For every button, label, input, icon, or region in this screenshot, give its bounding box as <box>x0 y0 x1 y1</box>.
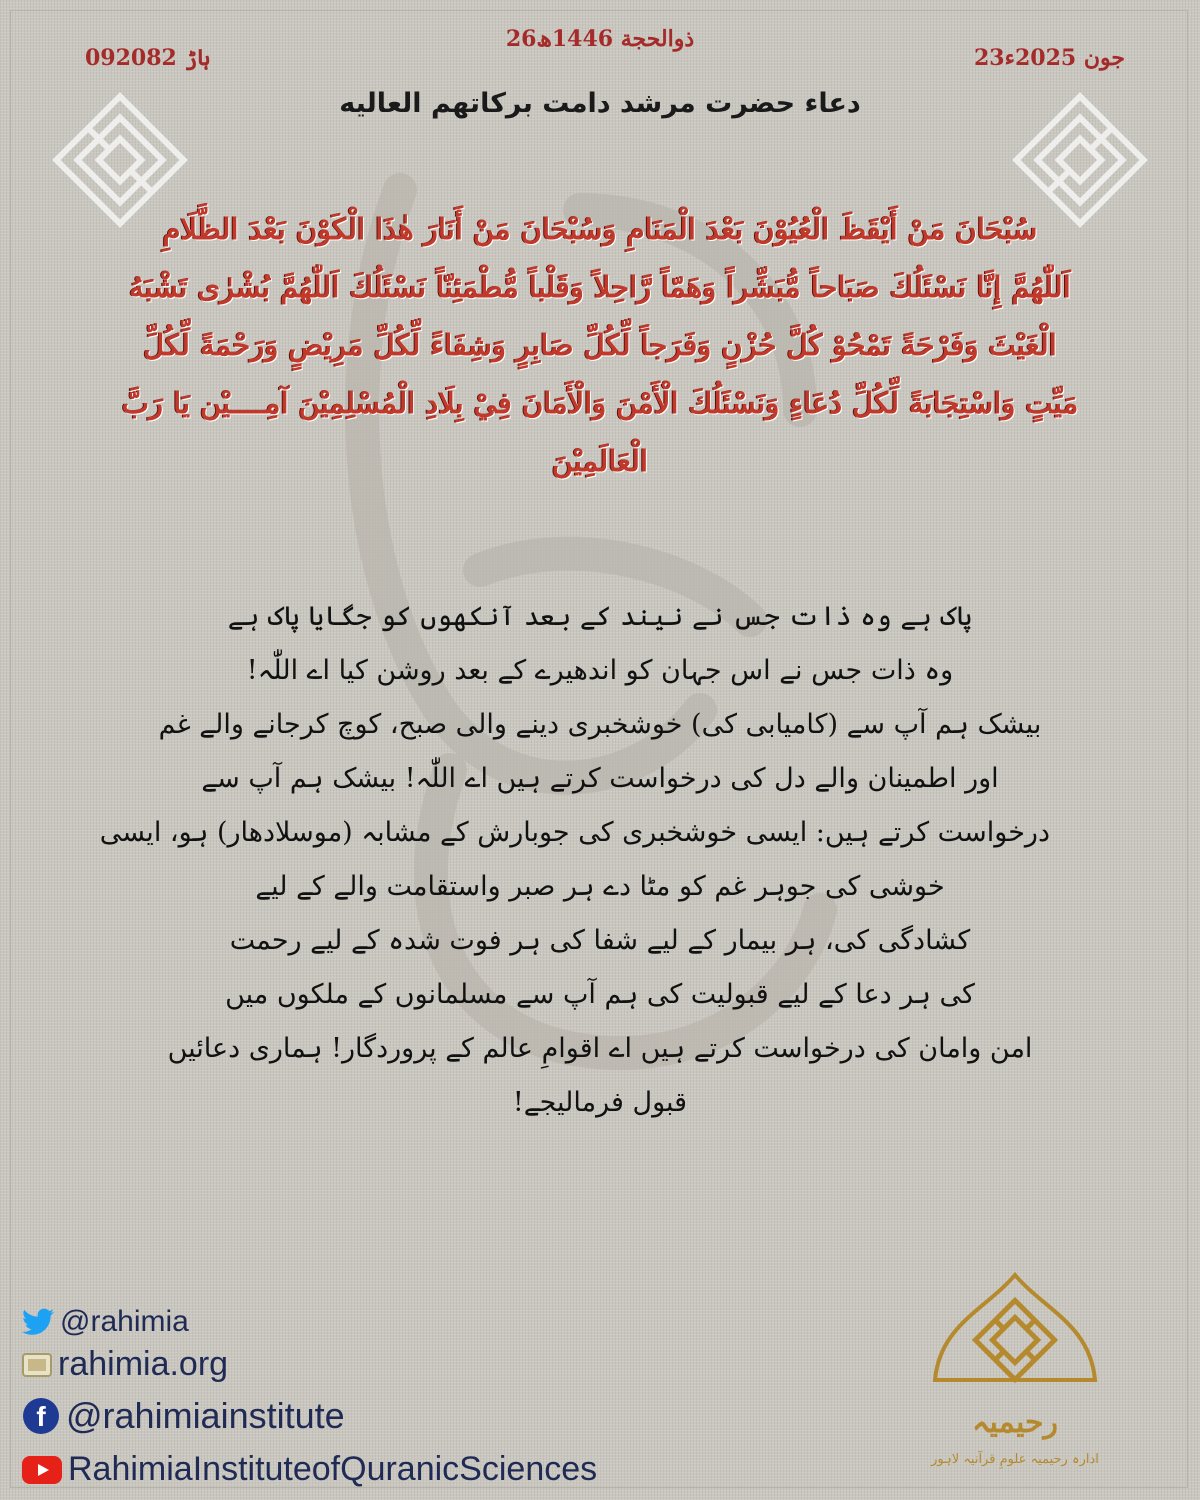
svg-text:f: f <box>36 1401 46 1432</box>
youtube-channel[interactable] <box>22 1450 597 1489</box>
arabic-line: الْعَالَمِيْنَ <box>551 444 649 478</box>
urdu-line: کشادگی کی، ہر بیمار کے لیے شفا کی ہر فوت شدہ کے لیے رحمت <box>229 925 971 956</box>
logo-subtitle: ادارہ رحیمیہ علومِ قرآنیہ لاہور <box>931 1452 1099 1467</box>
institute-logo <box>915 1270 1115 1470</box>
twitter-bird-icon <box>22 1308 54 1336</box>
urdu-line: پاک ہے وہ ذات جس نے نیند کے بعد آنکھوں کو جگایا پاک ہے <box>227 601 973 632</box>
facebook-label: @rahimiainstitute <box>66 1395 345 1436</box>
gregorian-date: 23جون 2025ء <box>974 45 1125 71</box>
youtube-label: RahimiaInstituteofQuranicSciences <box>68 1450 598 1488</box>
arabic-line: سُبْحَانَ مَنْ أَيْقَظَ الْعُيُوْنَ بَعْدَ الْمَنَامِ وَسُبْحَانَ مَنْ أَنَارَ هٰذَا الْكَوْنَ بَعْدَ الظَّلَامِ <box>162 212 1038 246</box>
website-label: rahimia.org <box>58 1345 229 1383</box>
arabic-line: الْغَيْثَ وَفَرْحَةً تَمْحُوْ كُلَّ حُزْنٍ وَفَرَجاً لِّكُلِّ صَابِرٍ وَشِفَاءً لِّكُلِّ مَرِيْضٍ وَرَحْمَةً لِّكُلِّ <box>143 328 1057 362</box>
urdu-line: خوشی کی جوہر غم کو مٹا دے ہر صبر واستقامت والے کے لیے <box>255 871 945 902</box>
urdu-line: قبول فرمالیجے! <box>512 1087 688 1118</box>
website-link[interactable] <box>22 1345 228 1384</box>
facebook-icon <box>22 1397 60 1435</box>
urdu-translation <box>99 590 1050 1130</box>
urdu-line: اور اطمینان والے دل کی درخواست کرتے ہیں اے اللّٰہ! بیشک ہم آپ سے <box>201 763 999 794</box>
arabic-line: مَيِّتٍ وَاسْتِجَابَةً لِّكُلِّ دُعَاءٍ وَنَسْئَلُكَ الْأَمْنَ وَالْأَمَانَ فِيْ بِلَادِ الْمُسْلِمِيْنَ آمِــــيْن يَا رَبَّ <box>121 386 1079 420</box>
urdu-line: درخواست کرتے ہیں: ایسی خوشخبری کی جوبارش کے مشابہ (موسلادھار) ہو، ایسی <box>99 817 1050 848</box>
twitter-handle[interactable] <box>22 1305 189 1339</box>
facebook-handle[interactable] <box>22 1395 345 1437</box>
page-title: دعاء حضرت مرشد دامت برکاتهم العالیه <box>339 88 861 119</box>
web-icon <box>22 1353 52 1377</box>
hijri-date: 26ذوالحجة 1446ھ <box>505 26 695 52</box>
arabic-line: اَللّٰهُمَّ إِنَّا نَسْئَلُكَ صَبَاحاً مُّبَشِّراً وَهَمّاً رَّاحِلاً وَقَلْباً مُّطْمَئِنّاً نَسْئَلُكَ اَللّٰهُمَّ بُشْرٰى تَشْبَهُ <box>129 270 1071 304</box>
arabic-dua <box>75 200 1125 490</box>
youtube-icon <box>22 1456 62 1484</box>
twitter-label: @rahimia <box>60 1305 189 1338</box>
logo-word: رحیمیہ <box>971 1405 1059 1440</box>
urdu-line: بیشک ہم آپ سے (کامیابی کی) خوشخبری دینے والی صبح، کوچ کرجانے والے غم <box>158 709 1042 740</box>
bikrami-date: 09ہاڑ 2082 <box>85 45 211 71</box>
urdu-line: وہ ذات جس نے اس جہان کو اندھیرے کے بعد روشن کیا اے اللّٰہ! <box>246 655 954 686</box>
urdu-line: امن وامان کی درخواست کرتے ہیں اے اقوامِ عالم کے پروردگار! ہماری دعائیں <box>167 1033 1033 1064</box>
urdu-line: کی ہر دعا کے لیے قبولیت کی ہم آپ سے مسلمانوں کے ملکوں میں <box>225 979 975 1010</box>
